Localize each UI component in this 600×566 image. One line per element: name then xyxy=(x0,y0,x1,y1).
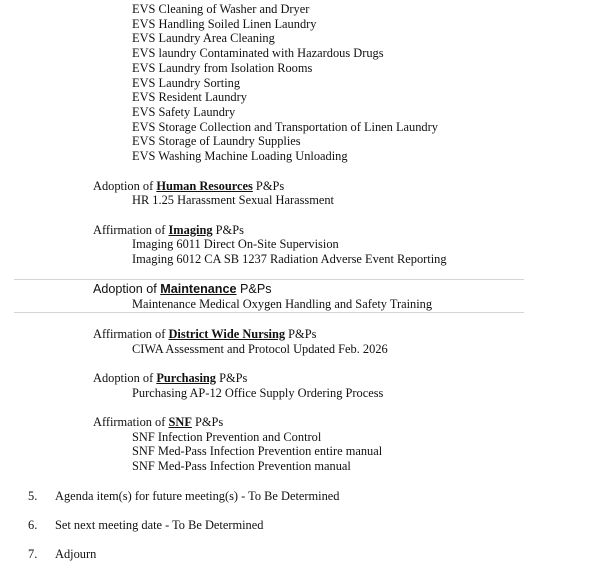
list-item: Imaging 6011 Direct On-Site Supervision xyxy=(132,237,339,251)
section-heading-nursing: Affirmation of District Wide Nursing P&Ps xyxy=(93,327,317,341)
divider xyxy=(14,312,524,313)
agenda-number: 7. xyxy=(28,547,38,561)
agenda-item: Adjourn xyxy=(55,547,97,561)
list-item: Purchasing AP-12 Office Supply Ordering Process xyxy=(132,386,384,400)
list-item: SNF Med-Pass Infection Prevention entire manual xyxy=(132,444,383,458)
dept-name: SNF xyxy=(168,415,192,429)
dept-name: Purchasing xyxy=(156,371,217,385)
section-heading-maintenance: Adoption of Maintenance P&Ps xyxy=(93,282,272,296)
divider xyxy=(14,279,524,280)
list-item: CIWA Assessment and Protocol Updated Feb. 2026 xyxy=(132,342,388,356)
agenda-item: Agenda item(s) for future meeting(s) - To Be Determined xyxy=(55,489,340,503)
section-heading-snf: Affirmation of SNF P&Ps xyxy=(93,415,224,429)
list-item: EVS Resident Laundry xyxy=(132,90,247,104)
dept-name: Maintenance xyxy=(160,282,237,296)
agenda-item: Set next meeting date - To Be Determined xyxy=(55,518,264,532)
dept-name: Human Resources xyxy=(156,179,253,193)
agenda-number: 5. xyxy=(28,489,38,503)
list-item: EVS laundry Contaminated with Hazardous Drugs xyxy=(132,46,384,60)
section-heading-imaging: Affirmation of Imaging P&Ps xyxy=(93,223,244,237)
list-item: SNF Infection Prevention and Control xyxy=(132,430,322,444)
dept-name: Imaging xyxy=(168,223,213,237)
list-item: EVS Handling Soiled Linen Laundry xyxy=(132,17,317,31)
list-item: Imaging 6012 CA SB 1237 Radiation Adverse Event Reporting xyxy=(132,252,447,266)
section-heading-hr: Adoption of Human Resources P&Ps xyxy=(93,179,285,193)
list-item: EVS Laundry Sorting xyxy=(132,76,241,90)
dept-name: District Wide Nursing xyxy=(168,327,286,341)
list-item: EVS Washing Machine Loading Unloading xyxy=(132,149,348,163)
list-item: EVS Safety Laundry xyxy=(132,105,236,119)
list-item: EVS Laundry from Isolation Rooms xyxy=(132,61,313,75)
list-item: EVS Cleaning of Washer and Dryer xyxy=(132,2,310,16)
list-item: HR 1.25 Harassment Sexual Harassment xyxy=(132,193,334,207)
list-item: EVS Laundry Area Cleaning xyxy=(132,31,275,45)
list-item: EVS Storage of Laundry Supplies xyxy=(132,134,301,148)
list-item: EVS Storage Collection and Transportation of Linen Laundry xyxy=(132,120,438,134)
list-item: Maintenance Medical Oxygen Handling and Safety Training xyxy=(132,297,433,311)
section-heading-purchasing: Adoption of Purchasing P&Ps xyxy=(93,371,248,385)
agenda-number: 6. xyxy=(28,518,38,532)
list-item: SNF Med-Pass Infection Prevention manual xyxy=(132,459,351,473)
